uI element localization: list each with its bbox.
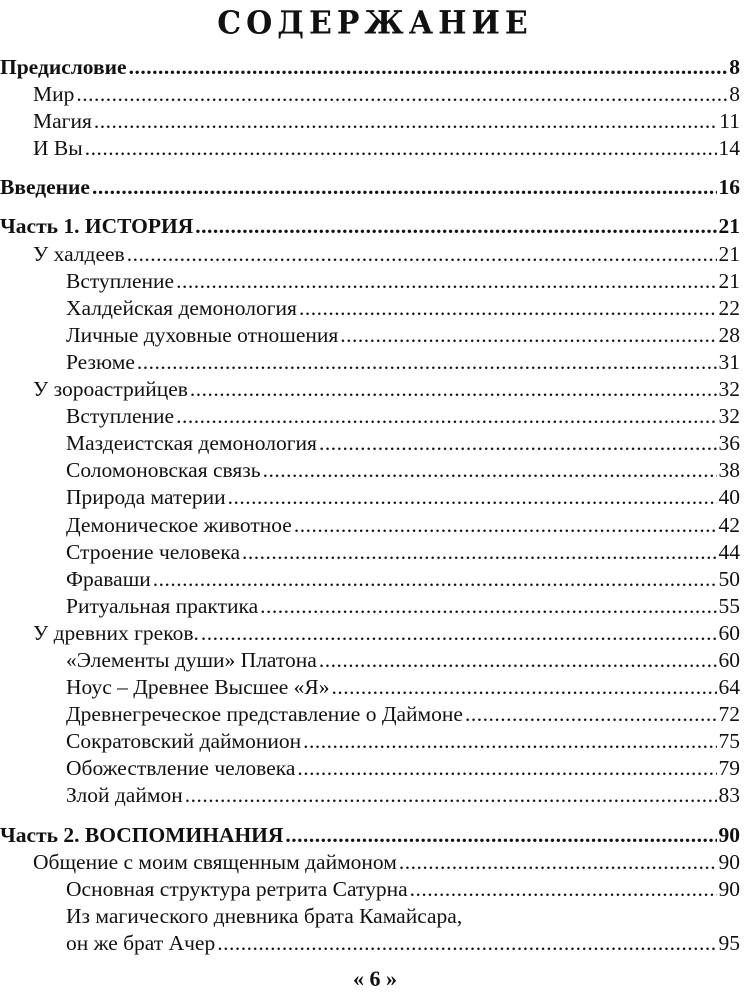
- toc-entry-label: Сократовский даймонион: [66, 729, 302, 754]
- toc-entry: [0, 903, 740, 930]
- toc-entry: [0, 484, 740, 511]
- toc-entry: [0, 782, 740, 809]
- toc-entry-label: Обожествление человека: [66, 756, 296, 781]
- toc-entry-page: 38: [718, 458, 740, 483]
- toc-entry-label: Строение человека: [66, 539, 241, 564]
- toc-entry: [0, 268, 740, 295]
- toc-entry-label: Вступление: [66, 404, 175, 429]
- toc-entry-page: 83: [718, 783, 740, 808]
- dot-leader: [94, 108, 717, 135]
- toc-entry: [0, 295, 740, 322]
- toc-entry-page: 90: [718, 822, 740, 847]
- toc-entry: [0, 135, 740, 162]
- dot-leader: [92, 174, 717, 201]
- dot-leader: [201, 620, 717, 647]
- dot-leader: [76, 81, 727, 108]
- toc-entry-page: 21: [718, 214, 740, 239]
- toc-entry-label: У зороастрийцев: [33, 377, 188, 402]
- dot-leader: [127, 241, 717, 268]
- toc-entry-page: 90: [718, 849, 740, 874]
- dot-leader: [299, 295, 717, 322]
- toc-entry-label: Ноус – Древнее Высшее «Я»: [66, 675, 330, 700]
- toc-entry: [0, 566, 740, 593]
- toc-entry: [0, 376, 740, 403]
- toc-entry-page: 95: [718, 930, 740, 955]
- toc-entry: [0, 403, 740, 430]
- toc-entry-page: 31: [718, 349, 740, 374]
- toc-entry: [0, 701, 740, 728]
- toc-entry-label: Мир: [33, 82, 75, 107]
- dot-leader: [332, 674, 717, 701]
- dot-leader: [294, 512, 717, 539]
- toc-entry-label: Основная структура ретрита Сатурна: [66, 876, 408, 901]
- dot-leader: [340, 322, 716, 349]
- toc-entry: [0, 349, 740, 376]
- toc-entry: [0, 822, 740, 849]
- dot-leader: [263, 457, 717, 484]
- toc-entry: [0, 930, 740, 957]
- toc-entry: [0, 213, 740, 240]
- toc-entry: [0, 849, 740, 876]
- toc-entry-label: «Элементы души» Платона: [66, 647, 317, 672]
- toc-entry-page: 44: [718, 539, 740, 564]
- toc-entry-label: У халдеев: [33, 241, 125, 266]
- dot-leader: [137, 349, 717, 376]
- dot-leader: [176, 403, 716, 430]
- dot-leader: [129, 54, 728, 81]
- dot-leader: [153, 566, 717, 593]
- toc-entry-page: 75: [718, 729, 740, 754]
- toc-entry-label: он же брат Ачер: [66, 930, 216, 955]
- toc-entry-page: 32: [718, 377, 740, 402]
- toc-entry-label: Ритуальная практика: [66, 593, 259, 618]
- toc-entry-label: У древних греков.: [33, 620, 199, 645]
- toc-entry-page: 60: [718, 620, 740, 645]
- toc-entry-label: Резюме: [66, 349, 135, 374]
- dot-leader: [303, 728, 716, 755]
- dot-leader: [242, 539, 716, 566]
- toc-entry: [0, 647, 740, 674]
- toc-entry: [0, 322, 740, 349]
- page-number: « 6 »: [353, 966, 397, 991]
- toc-entry: [0, 539, 740, 566]
- toc-entry: [0, 108, 740, 135]
- dot-leader: [319, 647, 717, 674]
- dot-leader: [217, 930, 716, 957]
- toc-entry-page: 28: [718, 322, 740, 347]
- toc-entry-page: 16: [718, 175, 740, 200]
- toc-entry-page: 11: [719, 109, 740, 134]
- toc-entry-label: Магия: [33, 109, 92, 134]
- toc-entry-label: Соломоновская связь: [66, 458, 261, 483]
- toc-entry-page: 8: [729, 82, 740, 107]
- toc-entry: [0, 54, 740, 81]
- toc-entry-label: Халдейская демонология: [66, 295, 297, 320]
- toc-entry-label: Природа материи: [66, 485, 226, 510]
- toc-entry-label: Введение: [0, 175, 90, 200]
- toc-entry-label: Предисловие: [0, 55, 127, 79]
- dot-leader: [228, 484, 717, 511]
- dot-leader: [319, 430, 717, 457]
- dot-leader: [285, 822, 716, 849]
- toc-entry-page: 72: [718, 702, 740, 727]
- toc-entry-label: Злой даймон: [66, 783, 183, 808]
- dot-leader: [465, 701, 717, 728]
- toc-entry-label: И Вы: [33, 136, 83, 161]
- dot-leader: [260, 593, 716, 620]
- toc-entry-page: 42: [718, 512, 740, 537]
- page-title: СОДЕРЖАНИЕ: [217, 5, 533, 42]
- toc-entry: [0, 755, 740, 782]
- dot-leader: [85, 135, 717, 162]
- toc-entry: [0, 81, 740, 108]
- dot-leader: [297, 755, 716, 782]
- table-of-contents: [0, 54, 740, 957]
- dot-leader: [190, 376, 717, 403]
- toc-entry: [0, 512, 740, 539]
- toc-entry: [0, 593, 740, 620]
- dot-leader: [176, 268, 716, 295]
- toc-entry-label: Демоническое животное: [66, 512, 292, 537]
- toc-entry-page: 90: [718, 876, 740, 901]
- toc-entry-page: 8: [729, 55, 740, 79]
- toc-entry-label: Личные духовные отношения: [66, 322, 339, 347]
- toc-entry-page: 22: [718, 295, 740, 320]
- toc-entry-page: 64: [718, 675, 740, 700]
- toc-entry-label: Вступление: [66, 268, 175, 293]
- toc-entry: [0, 430, 740, 457]
- toc-entry-label: Фраваши: [66, 566, 151, 591]
- toc-entry: [0, 728, 740, 755]
- toc-entry-page: 21: [718, 268, 740, 293]
- toc-entry: [0, 241, 740, 268]
- toc-entry-page: 79: [718, 756, 740, 781]
- toc-entry-label: Общение с моим священным даймоном: [33, 849, 397, 874]
- toc-entry-page: 14: [718, 136, 740, 161]
- toc-entry-page: 21: [718, 241, 740, 266]
- toc-entry-page: 60: [718, 647, 740, 672]
- toc-entry-page: 36: [718, 431, 740, 456]
- dot-leader: [195, 213, 716, 240]
- toc-entry: [0, 674, 740, 701]
- dot-leader: [185, 782, 717, 809]
- toc-entry-page: 32: [718, 404, 740, 429]
- toc-entry-page: 55: [718, 593, 740, 618]
- toc-entry: [0, 620, 740, 647]
- toc-entry: [0, 876, 740, 903]
- toc-entry-page: 40: [718, 485, 740, 510]
- dot-leader: [410, 876, 717, 903]
- toc-entry: [0, 457, 740, 484]
- toc-entry-label: Из магического дневника брата Камайсара,: [66, 903, 463, 928]
- toc-entry-label: Часть 1. ИСТОРИЯ: [0, 214, 194, 239]
- toc-entry-label: Древнегреческое представление о Даймоне: [66, 702, 463, 727]
- toc-entry-label: Маздеистская демонология: [66, 431, 317, 456]
- dot-leader: [399, 849, 717, 876]
- toc-entry-page: 50: [718, 566, 740, 591]
- toc-entry-label: Часть 2. ВОСПОМИНАНИЯ: [0, 822, 284, 847]
- toc-entry: [0, 174, 740, 201]
